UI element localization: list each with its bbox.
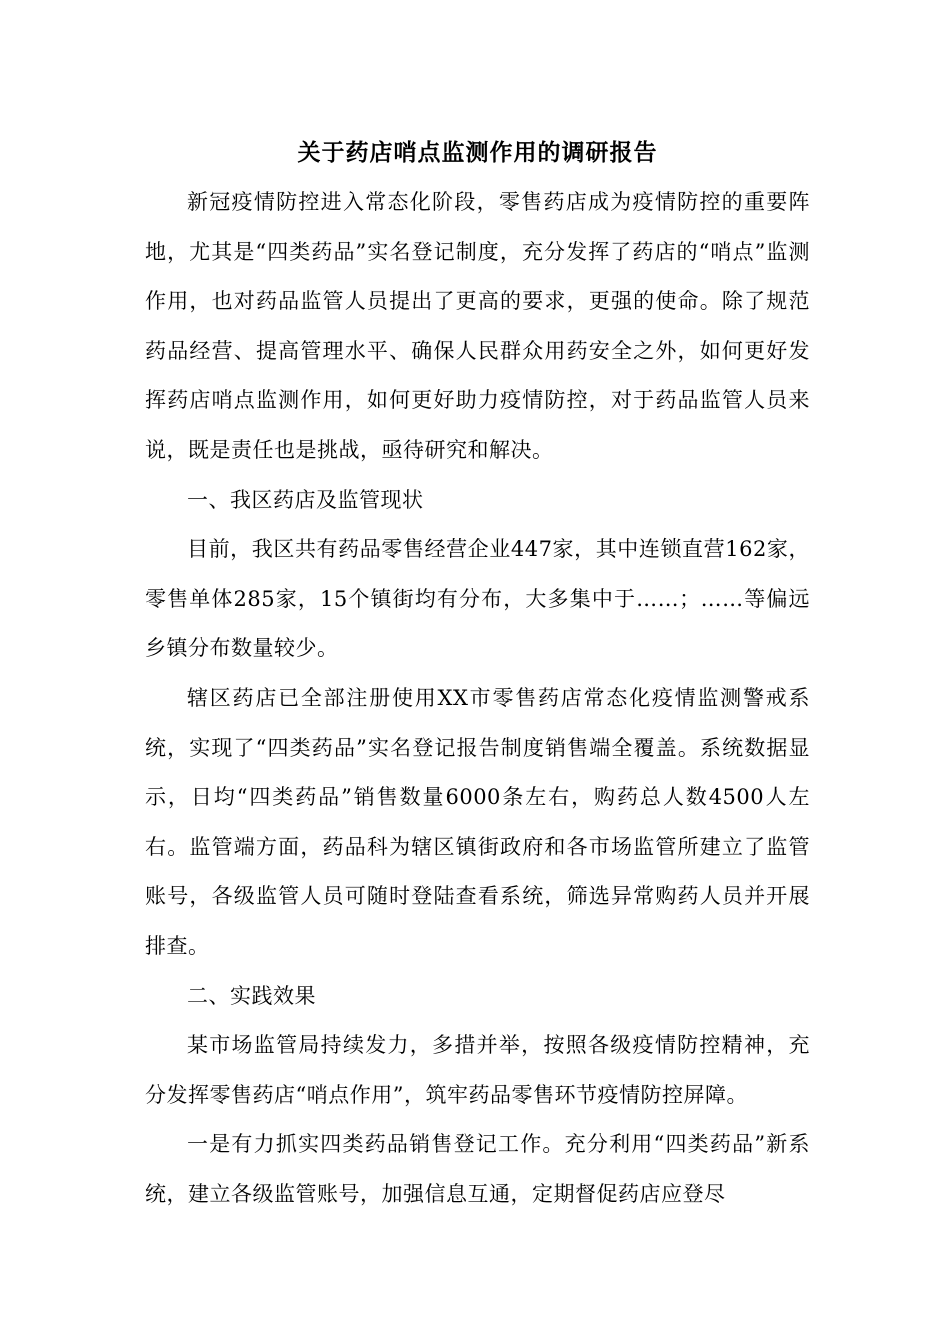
section-heading-current-status: 一、我区药店及监管现状: [187, 487, 424, 512]
paragraph-registration-work: 一是有力抓实四类药品销售登记工作。充分利用“四类药品”新系统，建立各级监管账号，加强信息互通，定期督促药店应登尽: [145, 1132, 810, 1206]
document-title: 关于药店哨点监测作用的调研报告: [297, 140, 658, 166]
paragraph-store-counts: 目前，我区共有药品零售经营企业447家，其中连锁直营162家，零售单体285家，15个镇街均有分布，大多集中于……；……等偏远乡镇分布数量较少。: [145, 537, 810, 661]
paragraph-intro: 新冠疫情防控进入常态化阶段，零售药店成为疫情防控的重要阵地，尤其是“四类药品”实名登记制度，充分发挥了药店的“哨点”监测作用，也对药品监管人员提出了更高的要求，更强的使命。除了规范药品经营、提高管理水平、确保人民群众用药安全之外，如何更好发挥药店哨点监测作用，如何更好助力疫情防控，对于药品监管人员来说，既是责任也是挑战，亟待研究和解决。: [145, 190, 810, 462]
paragraph-bureau-efforts: 某市场监管局持续发力，多措并举，按照各级疫情防控精神，充分发挥零售药店“哨点作用”，筑牢药品零售环节疫情防控屏障。: [145, 1033, 810, 1107]
document-body: [145, 128, 810, 1219]
paragraph-monitoring-system: 辖区药店已全部注册使用XX市零售药店常态化疫情监测警戒系统，实现了“四类药品”实名登记报告制度销售端全覆盖。系统数据显示，日均“四类药品”销售数量6000条左右，购药总人数4500人左右。监管端方面，药品科为辖区镇街政府和各市场监管所建立了监管账号，各级监管人员可随时登陆查看系统，筛选异常购药人员并开展排查。: [145, 685, 810, 958]
section-heading-practice-results: 二、实践效果: [187, 983, 316, 1008]
